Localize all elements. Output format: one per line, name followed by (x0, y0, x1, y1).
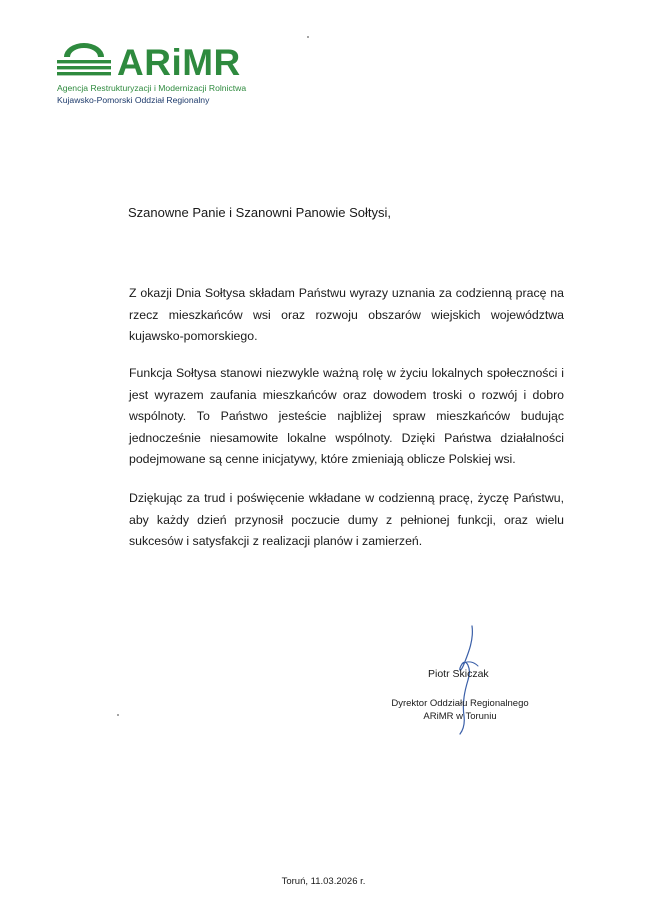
arimr-logo (54, 40, 314, 112)
paragraph-2-text: Funkcja Sołtysa stanowi niezwykle ważną rolę w życiu lokalnych społeczności i jest wyrazem zaufania mieszkańców oraz dowodem troski o rozwój i dobro wspólnoty. To Państwo jesteście najbliżej spraw mieszkańców budując jednocześnie niesamowite lokalne wspólnoty. Dzięki Państwa działalności podejmowane są cenne inicjatywy, które zmieniają oblicze Polskiej wsi. (129, 366, 564, 466)
wordmark-mr: MR (182, 42, 241, 83)
arimr-wordmark (117, 44, 241, 81)
paragraph-1-text: Z okazji Dnia Sołtysa składam Państwu wyrazy uznania za codzienną pracę na rzecz mieszkańców wsi oraz rozwoju obszarów wiejskich województwa kujawsko-pomorskiego. (129, 286, 564, 343)
scan-speck (307, 36, 309, 38)
signatory-title-line-2: ARiMR w Toruniu (423, 711, 497, 722)
scan-speck (117, 714, 119, 716)
letter-greeting: Szanowne Panie i Szanowni Panowie Sołtysi, (128, 205, 392, 220)
place-and-date: Toruń, 11.03.2026 r. (281, 876, 366, 887)
wordmark-ari: ARi (117, 42, 183, 83)
arimr-building-icon (54, 40, 114, 80)
letter-paragraph-2 (129, 363, 564, 471)
letter-paragraph-3 (129, 488, 564, 553)
signatory-title (385, 697, 535, 723)
letter-paragraph-1 (129, 283, 564, 348)
signatory-name: Piotr Skiczak (428, 668, 489, 680)
branch-name: Kujawsko-Pomorski Oddział Regionalny (57, 95, 210, 105)
paragraph-3-text: Dziękując za trud i poświęcenie wkładane w codzienną pracę, życzę Państwu, aby każdy dzień przynosił poczucie dumy z pełnionej funkcji, oraz wielu sukcesów i satysfakcji z realizacji planów i zamierzeń. (129, 491, 564, 548)
agency-name: Agencja Restrukturyzacji i Modernizacji Rolnictwa (57, 83, 247, 93)
signatory-title-line-1: Dyrektor Oddziału Regionalnego (391, 698, 529, 709)
